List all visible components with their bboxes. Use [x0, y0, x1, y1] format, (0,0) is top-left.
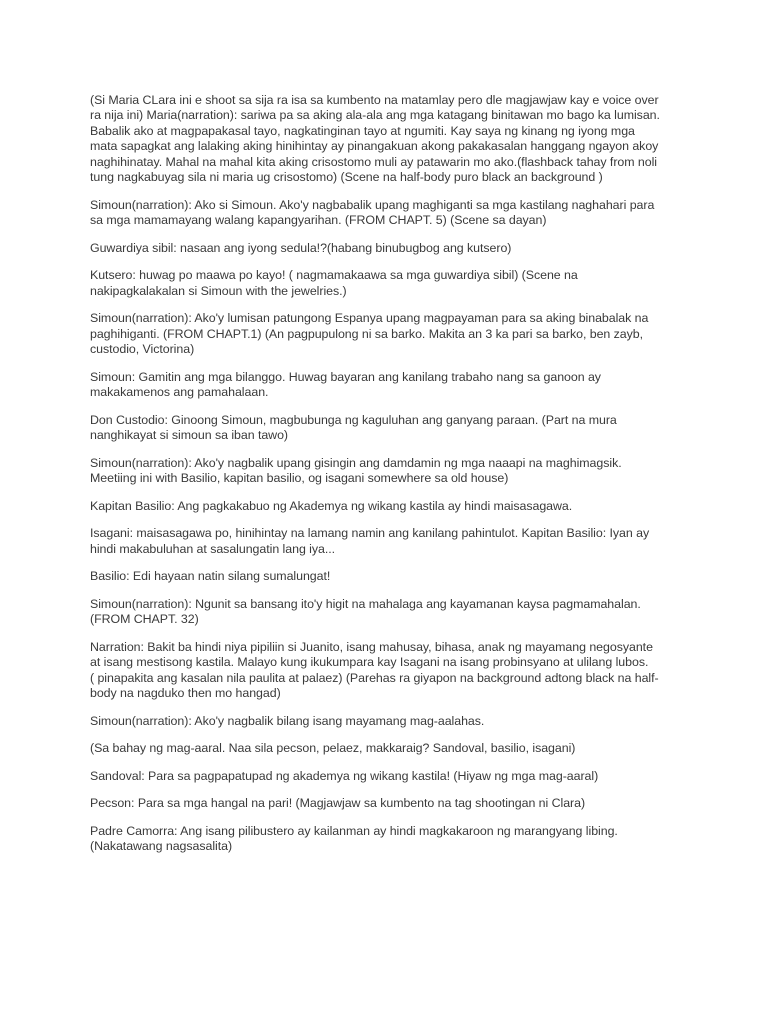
paragraph-don-custodio: Don Custodio: Ginoong Simoun, magbubunga ng kaguluhan ang ganyang paraan. (Part na mura nanghikayat si simoun sa iban tawo)	[90, 412, 617, 443]
paragraph-sandoval: Sandoval: Para sa pagpapatupad ng akademya ng wikang kastila! (Hiyaw ng mga mag-aaral)	[90, 768, 599, 783]
paragraph-pecson: Pecson: Para sa mga hangal na pari! (Magjawjaw sa kumbento na tag shootingan ni Clara)	[90, 796, 586, 811]
paragraph-bahay-mag-aaral: (Sa bahay ng mag-aaral. Naa sila pecson, pelaez, makkaraig? Sandoval, basilio, isagani)	[90, 741, 576, 756]
paragraph-padre-camorra: Padre Camorra: Ang isang pilibustero ay kailanman ay hindi magkakaroon ng marangyang libing. (Nakatawang nagsasalita)	[90, 824, 618, 854]
paragraph-simoun-narration-maghimagsik: Simoun(narration): Ako'y nagbalik upang gisingin ang damdamin ng mga naaapi na maghimagsik. Meetiing ini with Basilio, kapitan basilio, og isagani somewhere sa old house)	[90, 455, 622, 486]
paragraph-kapitan-basilio: Kapitan Basilio: Ang pagkakabuo ng Akademya ng wikang kastila ay hindi maisasagawa.	[90, 498, 573, 513]
paragraph-simoun-narration-mag-aalahas: Simoun(narration): Ako'y nagbalik bilang isang mayamang mag-aalahas.	[90, 713, 485, 728]
paragraph-guwardiya-sibil: Guwardiya sibil: nasaan ang iyong sedula!?(habang binubugbog ang kutsero)	[90, 240, 512, 255]
paragraph-narration-juanito: Narration: Bakit ba hindi niya pipiliin si Juanito, isang mahusay, bihasa, anak ng mayamang negosyante at isang mestisong kastila. Malayo kung ikukumpara kay Isagani na isang probinsyano at ulilang lubos. ( pinapakita ang kasalan nila paulita at palaez) (Parehas ra giyapon na background adtong black na half- body na nagduko then mo hangad)	[90, 639, 659, 701]
paragraph-basilio: Basilio: Edi hayaan natin silang sumalungat!	[90, 569, 331, 584]
paragraph-maria-clara-narration: (Si Maria CLara ini e shoot sa sija ra isa sa kumbento na matamlay pero dle magjawjaw kay e voice over ra nija ini) Maria(narration): sariwa pa sa aking ala-ala ang mga katagang binitawan mo bago ka lumisan. Babalik ako at magpapakasal tayo, nagkatinginan tayo at ngumiti. Kay saya ng kinang ng iyong mga mata sapagkat ang lalaking aking hinihintay ay pinangakuan akong pakakasalan hanggang ngayon akoy naghihinatay. Mahal na mahal kita aking crisostomo muli ay patawarin mo ako.(flashback tahay from noli tung nagkabuyag sila ni maria ug crisostomo) (Scene na half-body puro black an background )	[90, 93, 660, 185]
paragraph-simoun-narration-chapt5: Simoun(narration): Ako si Simoun. Ako'y nagbabalik upang maghiganti sa mga kastilang naghahari para sa mga mamamayang walang kapangyarihan. (FROM CHAPT. 5) (Scene sa dayan)	[90, 197, 655, 228]
paragraph-isagani: Isagani: maisasagawa po, hinihintay na lamang namin ang kanilang pahintulot. Kapitan Basilio: Iyan ay hindi makabuluhan at sasalungatin lang iya...	[90, 526, 650, 556]
paragraph-simoun-bilanggo: Simoun: Gamitin ang mga bilanggo. Huwag bayaran ang kanilang trabaho nang sa ganoon ay makakamenos ang pamahalaan.	[90, 369, 601, 400]
paragraph-simoun-narration-chapt1: Simoun(narration): Ako'y lumisan patungong Espanya upang magpayaman para sa aking binabalak na paghihiganti. (FROM CHAPT.1) (An pagpupulong ni sa barko. Makita an 3 ka pari sa barko, ben zayb, custodio, Victorina)	[90, 311, 649, 357]
paragraph-simoun-narration-chapt32: Simoun(narration): Ngunit sa bansang ito'y higit na mahalaga ang kayamanan kaysa pagmamahalan. (FROM CHAPT. 32)	[90, 596, 641, 627]
paragraph-kutsero: Kutsero: huwag po maawa po kayo! ( nagmamakaawa sa mga guwardiya sibil) (Scene na nakipagkalakalan si Simoun with the jewelries.)	[90, 268, 578, 298]
